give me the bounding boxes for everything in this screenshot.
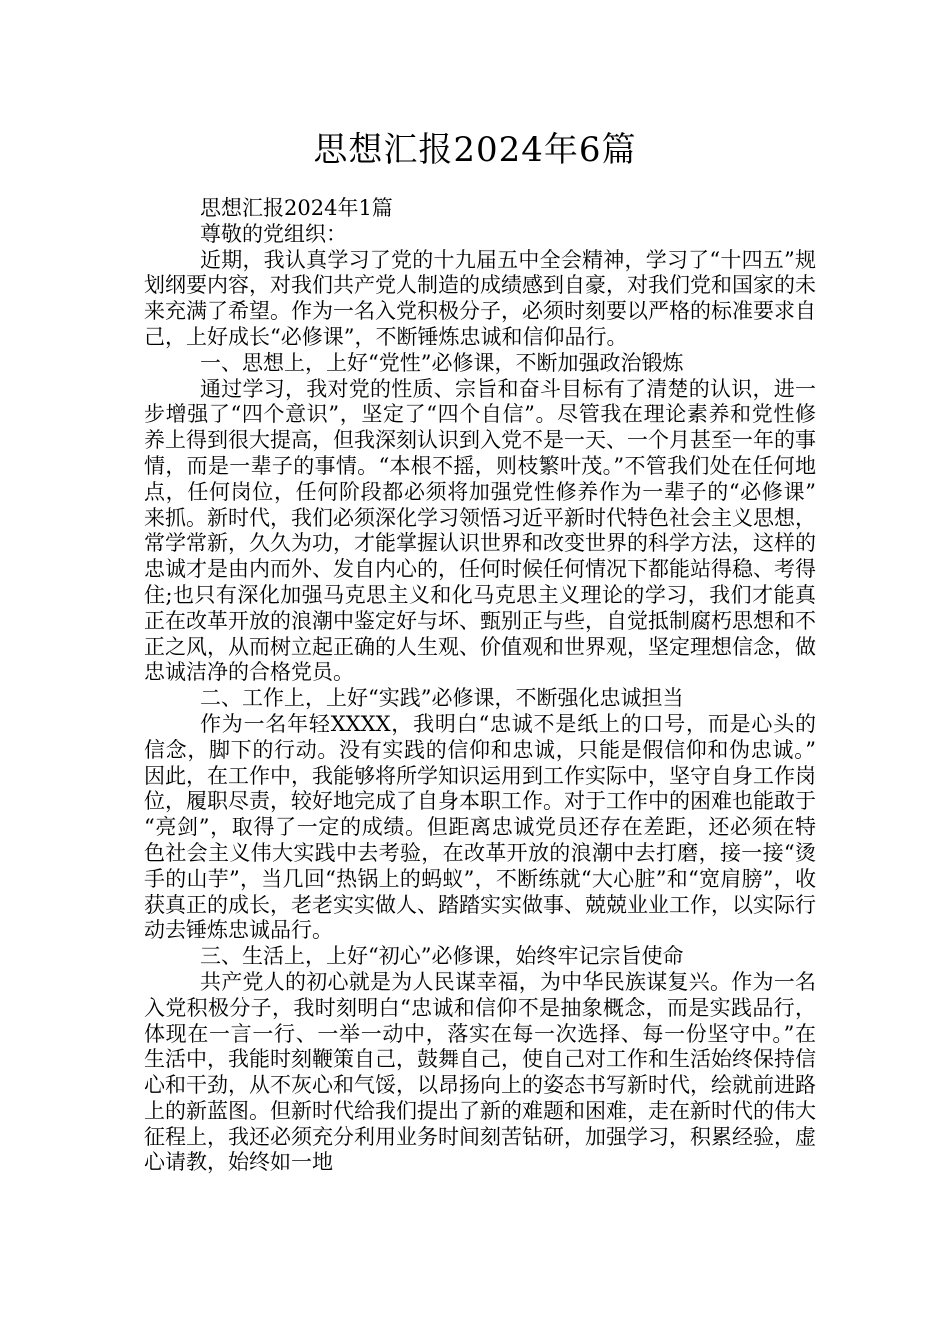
document-title: 思想汇报2024年6篇 — [313, 130, 637, 170]
subheading-work: 二、工作上，上好“实践”必修课，不断强化忠诚担当 — [200, 686, 684, 711]
paragraph-ideology: 通过学习，我对党的性质、宗旨和奋斗目标有了清楚的认识，进一步增强了“四个意识”，坚定了“四个自信”。尽管我在理论素养和党性修养上得到很大提高，但我深刻认识到入党不是一天、一个月甚至一年的事情，而是一辈子的事情。“本根不摇，则枝繁叶茂。”不管我们处在任何地点，任何岗位，任何阶段都必须将加强党性修养作为一辈子的“必修课”来抓。新时代，我们必须深化学习领悟习近平新时代特色社会主义思想，常学常新，久久为功，才能掌握认识世界和改变世界的科学方法，这样的忠诚才是由内而外、发自内心的，任何时候任何情况下都能站得稳、考得住;也只有深化加强马克思主义和化马克思主义理论的学习，我们才能真正在改革开放的浪潮中鉴定好与坏、甄别正与些，自觉抵制腐朽思想和不正之风，从而树立起正确的人生观、价值观和世界观，坚定理想信念，做忠诚洁净的合格党员。 — [144, 376, 816, 685]
salutation: 尊敬的党组织： — [200, 221, 347, 246]
subheading-ideology: 一、思想上，上好“党性”必修课，不断加强政治锻炼 — [200, 350, 684, 375]
subheading-life: 三、生活上，上好“初心”必修课，始终牢记宗旨使命 — [200, 944, 684, 969]
section-heading-1: 思想汇报2024年1篇 — [200, 196, 393, 220]
paragraph-intro: 近期，我认真学习了党的十九届五中全会精神，学习了“十四五”规划纲要内容，对我们共产党人制造的成绩感到自豪，对我们党和国家的未来充满了希望。作为一名入党积极分子，必须时刻要以严格的标准要求自己，上好成长“必修课”，不断锤炼忠诚和信仰品行。 — [144, 247, 816, 349]
paragraph-life: 共产党人的初心就是为人民谋幸福，为中华民族谋复兴。作为一名入党积极分子，我时刻明白“忠诚和信仰不是抽象概念，而是实践品行，体现在一言一行、一举一动中，落实在每一次选择、每一份坚守中。”在生活中，我能时刻鞭策自己，鼓舞自己，使自己对工作和生活始终保持信心和干劲，从不灰心和气馁，以昂扬向上的姿态书写新时代，绘就前进路上的新蓝图。但新时代给我们提出了新的难题和困难，走在新时代的伟大征程上，我还必须充分利用业务时间刻苦钻研，加强学习，积累经验，虚心请教，始终如一地 — [144, 969, 816, 1175]
paragraph-work: 作为一名年轻XXXX，我明白“忠诚不是纸上的口号，而是心头的信念，脚下的行动。没有实践的信仰和忠诚，只能是假信仰和伪忠诚。”因此，在工作中，我能够将所学知识运用到工作实际中，坚守自身工作岗位，履职尽责，较好地完成了自身本职工作。对于工作中的困难也能敢于“亮剑”，取得了一定的成绩。但距离忠诚党员还存在差距，还必须在特色社会主义伟大实践中去考验，在改革开放的浪潮中去打磨，接一接“烫手的山芋”，当几回“热锅上的蚂蚁”，不断练就“大心脏”和“宽肩膀”，收获真正的成长，老老实实做人、踏踏实实做事、兢兢业业工作，以实际行动去锤炼忠诚品行。 — [144, 711, 816, 943]
document-body — [144, 196, 816, 1176]
